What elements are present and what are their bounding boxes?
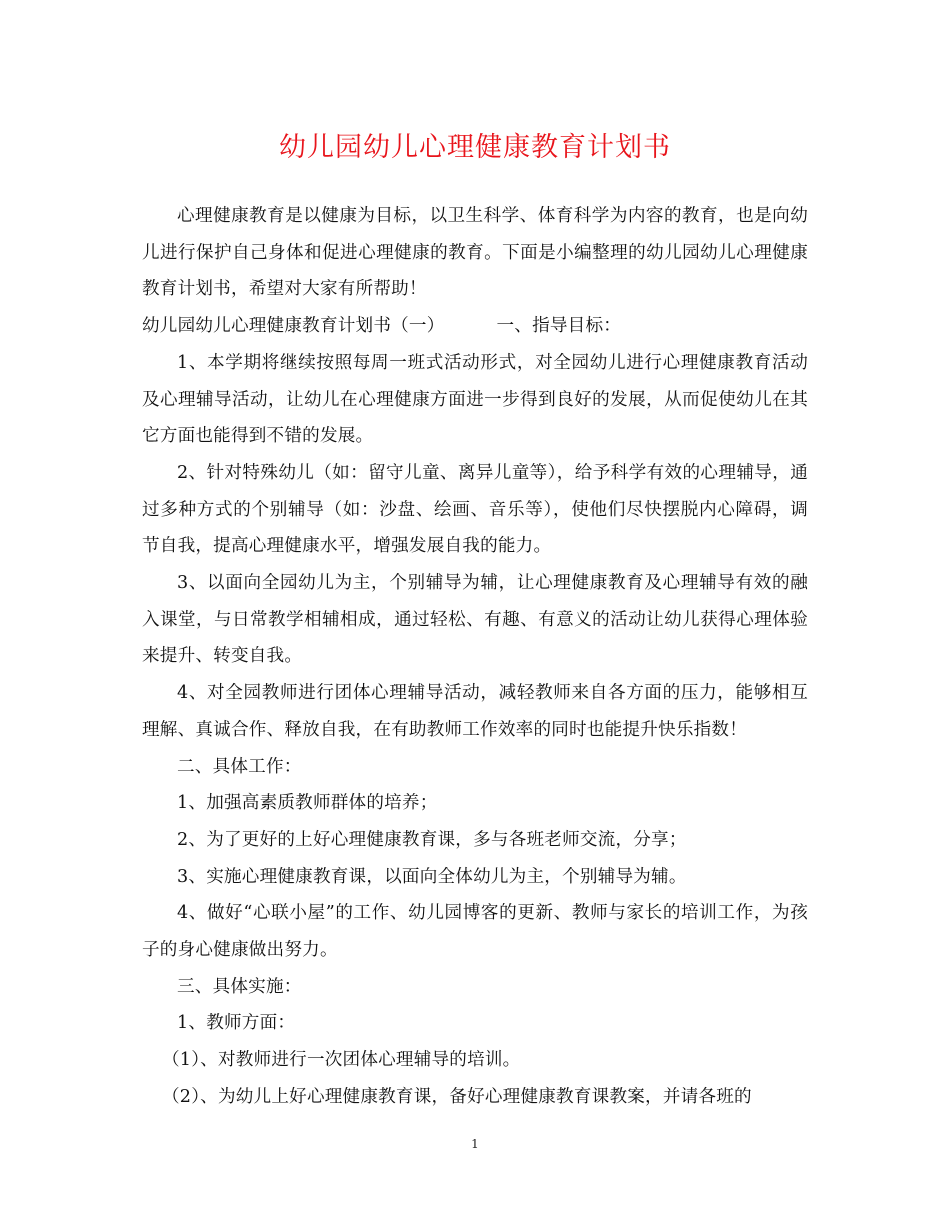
page-number: 1 [471,1137,479,1151]
goal-1-paragraph: 1、本学期将继续按照每周一班式活动形式，对全园幼儿进行心理健康教育活动及心理辅导活动，让幼儿在心理健康方面进一步得到良好的发展，从而促使幼儿在其它方面也能得到不错的发展。 [142,352,808,447]
work-heading: 二、具体工作： [177,756,302,777]
guide-heading: 一、指导目标： [496,316,622,337]
section-title: 幼儿园幼儿心理健康教育计划书（一） [142,316,445,337]
impl-1-2-paragraph: （2）、为幼儿上好心理健康教育课，备好心理健康教育课教案，并请各班的 [162,1086,752,1107]
section-title-line [142,308,808,345]
impl-1-paragraph: 1、教师方面： [177,1013,296,1034]
impl-1-1-paragraph: （1）、对教师进行一次团体心理辅导的培训。 [162,1050,521,1071]
work-3-paragraph: 3、实施心理健康教育课，以面向全体幼儿为主，个别辅导为辅。 [177,866,687,887]
work-2-paragraph: 2、为了更好的上好心理健康教育课，多与各班老师交流，分享； [177,829,687,850]
goal-4-paragraph: 4、对全园教师进行团体心理辅导活动，减轻教师来自各方面的压力，能够相互理解、真诚合作、释放自我，在有助教师工作效率的同时也能提升快乐指数！ [142,683,808,740]
document-title: 幼儿园幼儿心理健康教育计划书 [279,132,671,163]
intro-paragraph: 心理健康教育是以健康为目标，以卫生科学、体育科学为内容的教育，也是向幼儿进行保护自己身体和促进心理健康的教育。下面是小编整理的幼儿园幼儿心理健康教育计划书，希望对大家有所帮助！ [142,206,808,300]
goal-3-paragraph: 3、以面向全园幼儿为主，个别辅导为辅，让心理健康教育及心理辅导有效的融入课堂，与日常教学相辅相成，通过轻松、有趣、有意义的活动让幼儿获得心理体验来提升、转变自我。 [142,573,808,667]
impl-heading: 三、具体实施： [177,976,302,997]
goal-2-paragraph: 2、针对特殊幼儿（如：留守儿童、离异儿童等），给予科学有效的心理辅导，通过多种方式的个别辅导（如：沙盘、绘画、音乐等），使他们尽快摆脱内心障碍，调节自我，提高心理健康水平，增强发展自我的能力。 [142,462,808,557]
work-4-paragraph: 4、做好“心联小屋”的工作、幼儿园博客的更新、教师与家长的培训工作，为孩子的身心健康做出努力。 [142,903,808,961]
document-body [142,198,808,1116]
work-1-paragraph: 1、加强高素质教师群体的培养； [177,793,438,814]
